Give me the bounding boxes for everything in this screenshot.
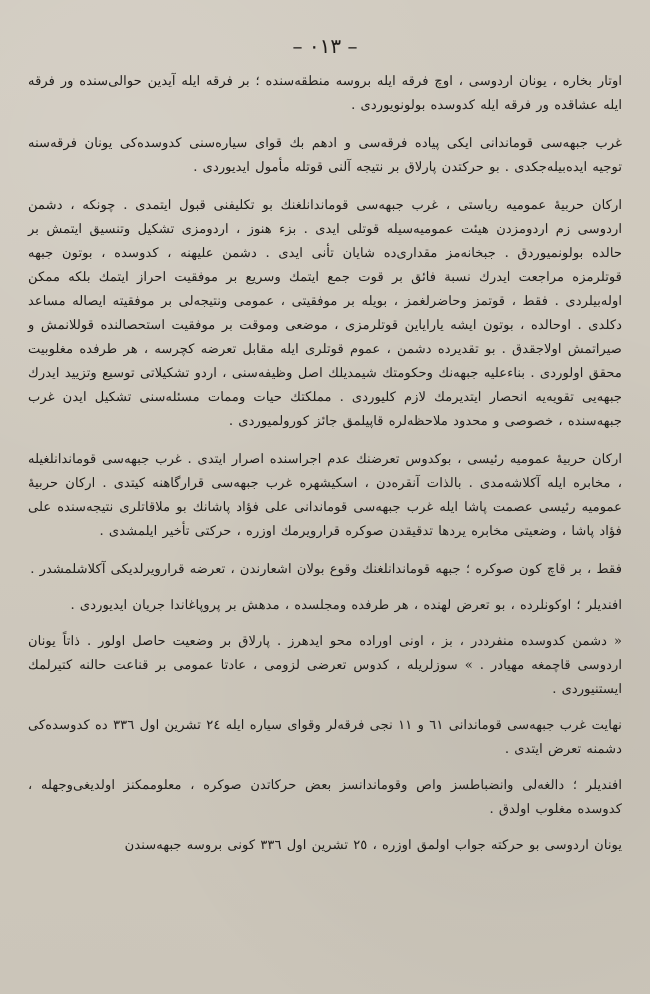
paragraph-9: افنديلر ؛ دالغه‌لى وانضباطسز واص وقوماندانسز بعض حركاتدن صوكره ، معلوممكنز اولديغى‌وجهله ، كدوسده مغلوب اولدق . bbox=[28, 778, 622, 817]
page-header bbox=[28, 36, 622, 56]
paragraph-1: اوتار بخاره ، يونان اردوسى ، اوچ فرقه ايله بروسه منطقه‌سنده ؛ بر فرقه ايله آيدين حوالى‌سنده ور فرقه ايله عشاقده ور فرقه ايله كدوسده بولونويوردى . bbox=[28, 74, 622, 113]
paragraph-10: يونان اردوسى بو حركته جواب اولمق اوزره ، ٢٥ تشرين اول ٣٣٦ كونى بروسه جبهه‌سندن bbox=[124, 838, 622, 853]
paragraph-8: نهايت غرب جبهه‌سى قوماندانى ٦١ و ١١ نجى فرقه‌لر وقواى سياره ايله ٢٤ تشرين اول ٣٣٦ ده كدوسده‌كى دشمنه تعرض ايتدى . bbox=[28, 718, 622, 757]
page-number: – ٣١٠ – bbox=[292, 34, 358, 58]
paragraph-6: افنديلر ؛ اوكونلرده ، بو تعرض لهنده ، هر طرفده ومجلسده ، مدهش بر پروپاغاندا جريان ايديوردى . bbox=[70, 598, 622, 613]
paragraph-4: اركان حربيهٔ عموميه رئيسى ، بوكدوس تعرضنك عدم اجراسنده اصرار ايتدى . غرب جبهه‌سى قوماندانلغيله ، مخابره ايله آكلاشه‌مدى . بالذات آنقره‌دن ، اسكيشهره غرب جبهه‌سى قرارگاهنه كيتدى . اركان حربيهٔ عموميه رئيسى عصمت پاشا ايله غرب جبهه‌سى قوماندانى على فؤاد پاشانك بو ملاقاتلرى نتيجه‌سنده على فؤاد پاشا ، وضعيتى مخابره يردها تدقيقدن صوكره قرارويرمك اوزره ، حركتى تأخير ايلمشدى . bbox=[28, 452, 622, 539]
paragraph-7: « دشمن كدوسده منفرددر ، بز ، اونى اوراده محو ايدهرز . پارلاق بر وضعيت حاصل اولور . ذاتاً يونان اردوسى قاچمغه مهيادر . » سوزلريله ، كدوس تعرضى لزومى ، عادتا عمومى بر قناعت حالنه كتيرلمك ايستنيوردى . bbox=[28, 634, 622, 697]
paragraph-5: فقط ، بر قاچ كون صوكره ؛ جبهه قوماندانلغنك وقوع بولان اشعارندن ، تعرضه قرارويرلديكى آكلاشلمشدر . bbox=[30, 562, 622, 577]
paragraph-3: اركان حربيهٔ عموميه رياستى ، غرب جبهه‌سى قوماندانلغنك بو تكليفنى قبول ايتمدى . چونكه ، دشمن اردوسى زم اردومزدن هيئت عموميه‌سيله قوتلى ايدى . بزء هنوز ، اردومزى تشكيل وتنسيق ايتمش بر حالده بولونميوردق . جبخانه‌مز مقدارى‌ده شايان تأنى ايدى . دشمن عليهنه ، كدوسده ، بوتون جبهه قوتلرمزه مراجعت ايدرك نسبة فائق بر قوت جمع ايتمك وسريع بر موفقيت احراز ايتمك بلكه ممكن اوله‌بيلردى . فقط ، قوتمز وحاضرلغمز ، بويله بر موفقيتى ، عمومى ونتيجه‌لى بر موفقيته ايصاله مساعد دكلدى . اوحالده ، بوتون ايشه ياراياين قوتلرمزى ، موضعى وموقت بر موفقيت استحصالنده قوللانمش و صيراتمش اولاجقدق . بو تقديرده دشمن ، عموم قوتلرى ايله مقابل تعرضه كچرسه ، هر طرفده مغلوبيت محقق اولوردى . بناءعليه جبهه‌نك وحكومتك شيمديلك اصل وظيفه‌سنى ، اردو تشكيلاتى توسيع وتزييد ايدرك جبهه‌يى تقويه‌يه انحصار ايتديرمك لازم كليوردى . مملكتك حيات وممات مسئله‌سنى تشكيل ايدن غرب جبهه‌سنده ، خصوصى و محدود ملاحظه‌لره قاپيلمق جائز كورولميوردى . bbox=[28, 198, 622, 429]
document-body bbox=[28, 70, 622, 858]
paragraph-2: غرب جبهه‌سى قوماندانى ايكى پياده فرقه‌سى و ادهم بك قواى سياره‌سنى كدوسده‌كى يونان فرقه‌سنه توجيه ايده‌بيله‌جكدى . بو حركتدن پارلاق بر نتيجه آلنى قوتله مأمول ايديوردى . bbox=[28, 136, 622, 175]
